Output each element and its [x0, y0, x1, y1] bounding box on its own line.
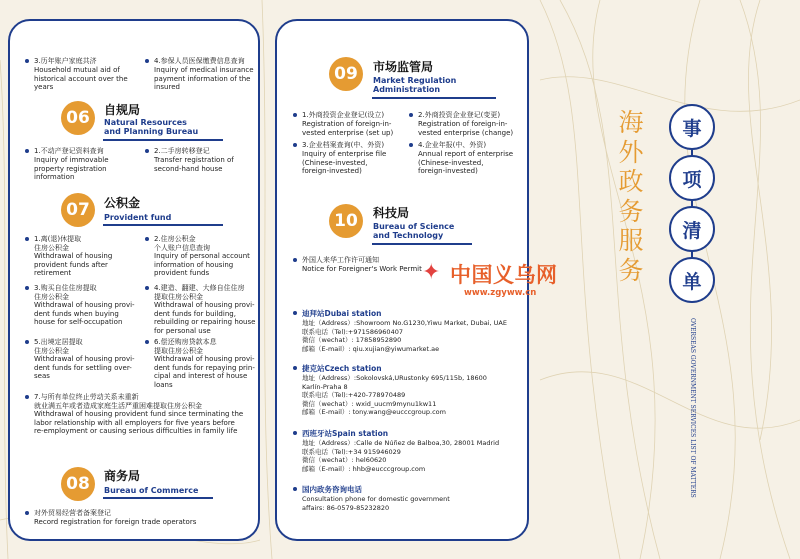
- item-en: Annual report of enterprise (Chinese-invested, foreign-invested): [418, 150, 514, 176]
- bullet-icon: [25, 511, 29, 515]
- item-zh: 对外贸易经营者备案登记: [34, 509, 111, 517]
- section-underline: [372, 243, 472, 245]
- bullet-icon: [409, 113, 413, 117]
- item-en: Withdrawal of housing provi- dent funds for building, rebuilding or repairing house for personal use: [154, 301, 256, 335]
- bullet-icon: [293, 143, 297, 147]
- title-circle: 项: [669, 155, 715, 201]
- bullet-icon: [25, 149, 29, 153]
- bullet-icon: [25, 286, 29, 290]
- bullet-icon: [293, 366, 297, 370]
- title-circle: 清: [669, 206, 715, 252]
- section-badge: 10: [329, 204, 363, 238]
- item-zh: 3.企业档案查询(中、外资): [302, 141, 385, 149]
- section-badge: 07: [61, 193, 95, 227]
- station-title: 捷克站Czech station: [302, 364, 382, 373]
- bullet-icon: [25, 395, 29, 399]
- item-zh: 4.建造、翻建、大修自住住房 提取住房公积金: [154, 284, 245, 301]
- section-title: 公积金: [104, 196, 141, 210]
- item-zh: 外国人来华工作许可通知: [302, 256, 379, 264]
- station-details: 地址（Address）:Showroom No.G1230,Yiwu Market, Dubai, UAE 联系电话（Tel):+971586960407 微信（wechat）: 17858952890 邮箱（E-mail）: qiu.xujian@yiwumarket.ae: [302, 319, 507, 353]
- station-details: 地址（Address）:Calle de Núñez de Balboa,30, 28001 Madrid 联系电话（Tel):+34 915946029 微信（wechat）: hel60620 邮箱（E-mail）: hhb@eucccgroup.com: [302, 439, 500, 473]
- bullet-icon: [409, 143, 413, 147]
- item-zh: 2.外商投资企业登记(变更): [418, 111, 501, 119]
- item-en: Withdrawal of housing provi- dent funds when buying house for self-occupation: [34, 301, 135, 327]
- item-zh: 4.参保人员医保缴费信息查询: [154, 57, 245, 65]
- section-subtitle: Bureau of Science and Technology: [373, 222, 455, 240]
- cover-title: 海外政务服务: [618, 108, 644, 285]
- station-title: 国内政务咨询电话: [302, 485, 362, 494]
- bullet-icon: [293, 113, 297, 117]
- item-en: Withdrawal of housing provi- dent funds for repaying prin- cipal and interest of house loans: [154, 355, 255, 389]
- item-zh: 3.历年账户家庭共济: [34, 57, 97, 65]
- item-zh: 1.不动产登记资料查询: [34, 147, 104, 155]
- section-subtitle: Natural Resources and Planning Bureau: [104, 118, 199, 136]
- item-zh: 2.住房公积金 个人账户信息查询: [154, 235, 210, 252]
- item-en: Inquiry of immovable property registration information: [34, 156, 109, 182]
- watermark-title: 中国义乌网: [450, 263, 558, 287]
- item-en: Inquiry of enterprise file (Chinese-invested, foreign-invested): [302, 150, 387, 176]
- section-badge: 08: [61, 467, 95, 501]
- item-en: Registration of foreign-in- vested enterprise (set up): [302, 120, 394, 137]
- bullet-icon: [25, 59, 29, 63]
- item-en: Inquiry of medical insurance payment information of the insured: [154, 66, 254, 92]
- item-en: Household mutual aid of historical account over the years: [34, 66, 128, 92]
- item-zh: 2.二手房转移登记: [154, 147, 210, 155]
- station-title: 迪拜站Dubai station: [302, 309, 382, 318]
- cover-subtitle: OVERSEAS GOVERNMENT SERVICES LIST OF MATTERS: [689, 318, 696, 498]
- item-en: Inquiry of personal account information of housing provident funds: [154, 252, 250, 278]
- item-en: Withdrawal of housing provi- dent funds for settling over- seas: [34, 355, 135, 381]
- section-subtitle: Provident fund: [104, 213, 172, 222]
- item-zh: 3.购买自住住房提取 住房公积金: [34, 284, 97, 301]
- section-underline: [103, 224, 223, 226]
- item-zh: 4.企业年报(中、外资): [418, 141, 487, 149]
- watermark-url: www.zgyww.cn: [464, 288, 537, 298]
- section-underline: [372, 97, 496, 99]
- item-en: Record registration for foreign trade operators: [34, 518, 197, 526]
- station-details: Consultation phone for domestic government affairs: 86-0579-85232820: [302, 495, 450, 512]
- item-en: Registration of foreign-in- vested enterprise (change): [418, 120, 514, 137]
- bullet-icon: [293, 311, 297, 315]
- item-en: Withdrawal of housing provident fund since terminating the labor relationship with all employers for five years before re-employment or causing serious difficulties in family life: [34, 410, 244, 436]
- section-title: 商务局: [104, 469, 141, 483]
- item-en: Withdrawal of housing provident funds after retirement: [34, 252, 113, 278]
- cover-subtitle-vertical: [676, 318, 702, 498]
- section-badge: 06: [61, 101, 95, 135]
- bullet-icon: [145, 286, 149, 290]
- section-underline: [103, 497, 213, 499]
- item-zh: 7.与所有单位终止劳动关系未重新 就业满五年或者造成家庭生活严重困难提取住房公积金: [34, 393, 202, 410]
- item-en: Notice for Foreigner's Work Permit: [302, 265, 422, 273]
- section-subtitle: Market Regulation Administration: [373, 76, 457, 94]
- item-zh: 6.偿还购房贷款本息 提取住房公积金: [154, 338, 217, 355]
- bullet-icon: [25, 237, 29, 241]
- bullet-icon: [293, 258, 297, 262]
- section-title: 科技局: [373, 206, 410, 220]
- section-underline: [103, 139, 223, 141]
- item-zh: 1.外商投资企业登记(设立): [302, 111, 385, 119]
- bullet-icon: [293, 487, 297, 491]
- title-circle: 单: [669, 257, 715, 303]
- bullet-icon: [145, 237, 149, 241]
- item-zh: 1.离(退)休提取 住房公积金: [34, 235, 82, 252]
- bullet-icon: [145, 340, 149, 344]
- watermark: [422, 256, 592, 304]
- left-panel: [8, 19, 260, 541]
- bullet-icon: [25, 340, 29, 344]
- section-title: 自规局: [104, 103, 141, 117]
- section-title: 市场监管局: [373, 60, 434, 74]
- watermark-logo-icon: ✦: [422, 260, 441, 285]
- station-title: 西班牙站Spain station: [302, 429, 389, 438]
- bullet-icon: [145, 149, 149, 153]
- item-en: Transfer registration of second-hand house: [154, 156, 234, 173]
- item-zh: 5.出境定居提取 住房公积金: [34, 338, 83, 355]
- title-circle: 事: [669, 104, 715, 150]
- bullet-icon: [293, 431, 297, 435]
- bullet-icon: [145, 59, 149, 63]
- section-subtitle: Bureau of Commerce: [104, 486, 199, 495]
- section-badge: 09: [329, 57, 363, 91]
- station-details: 地址（Address）:Sokolovská,URustonky 695/115b, 18600 Karlín-Praha 8 联系电话（Tel):+420-778970489 微信（wechat）: wxid_uucm9mynu1kw11 邮箱（E-mail）: tony.wang@eucccgroup.com: [302, 374, 487, 417]
